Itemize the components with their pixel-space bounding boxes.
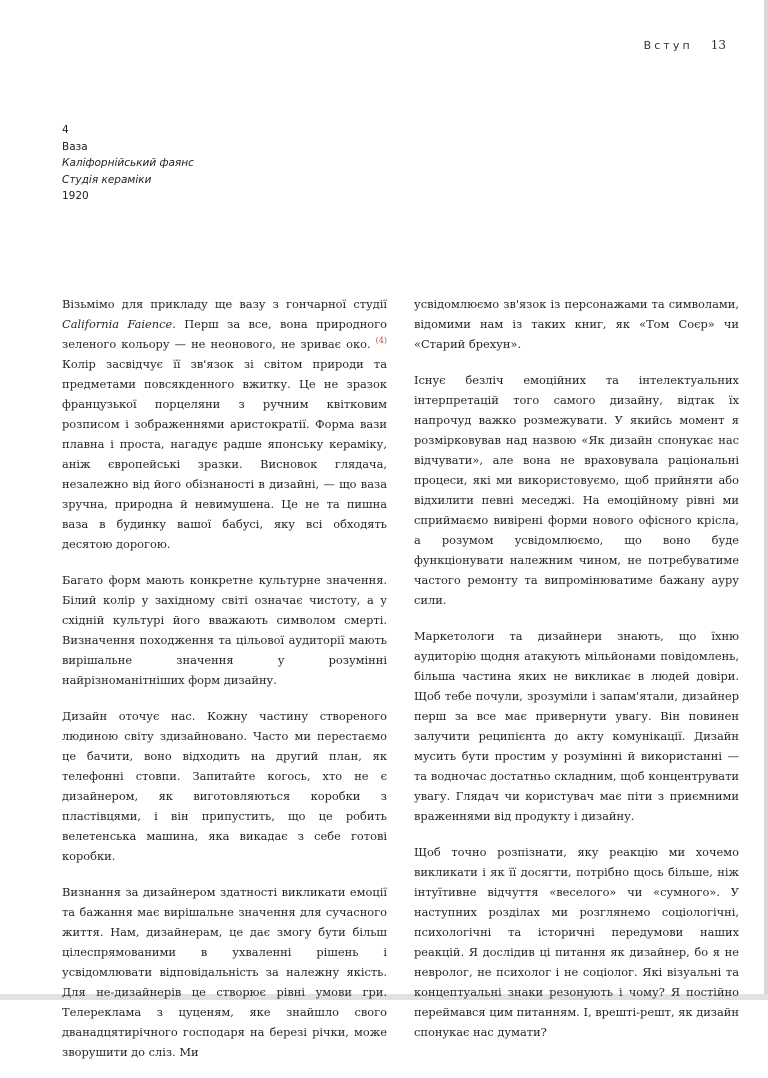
caption-object: Ваза bbox=[62, 140, 88, 153]
text-column-left bbox=[62, 294, 387, 1078]
running-header bbox=[644, 38, 726, 52]
paragraph: Багато форм мають конкретне культурне значення. Білий колір у західному світі означає чистоту, а у східній культурі його вважають символом смерті. Визначення походження та цільової аудиторії мають вирішальне значення у розумінні найрізноманітніших форм дизайну. bbox=[62, 573, 387, 687]
caption-year: 1920 bbox=[62, 190, 89, 202]
brand-name: California Faience bbox=[62, 317, 173, 331]
paragraph: Маркетологи та дизайнери знають, що їхню аудиторію щодня атакують мільйонами повідомлень, більша частина яких не викликає в людей довіри. Щоб тебе почули, зрозуміли і запам'ятали, дизайнер перш за все має привернути увагу. Він повинен залучити реципієнта до акту комунікації. Дизайн мусить бути простим у розумінні й використанні — та водночас достатньо складним, щоб концентрувати увагу. Глядач чи користувач має піти з приємними враженнями від продукту і дизайну. bbox=[414, 629, 739, 823]
figure-caption bbox=[62, 122, 194, 205]
caption-number: 4 bbox=[62, 124, 69, 136]
footnote-marker[interactable]: (4) bbox=[375, 336, 387, 346]
paragraph-text: Колір засвідчує її зв'язок зі світом природи та предметами повсякденного вжитку. Це не зразок французької порцеляни з ручним квітковим розписом і зображеннями аристократії. Форма вази плавна і проста, нагадує радше японську кераміку, аніж європейські зразки. Висновок глядача, незалежно від його обізнаності в дизайні, — що ваза зручна, природна й невимушена. Це не та пишна ваза в будинку вашої бабусі, яку всі обходять десятою дорогою. bbox=[62, 357, 387, 551]
text-column-right bbox=[414, 294, 739, 1058]
paragraph bbox=[62, 294, 387, 554]
section-title: Вступ bbox=[643, 39, 693, 52]
page-number: 13 bbox=[710, 38, 726, 52]
caption-name: Каліфорнійський фаянс bbox=[62, 157, 194, 169]
paragraph: Дизайн оточує нас. Кожну частину створеного людиною світу здизайновано. Часто ми перестаємо це бачити, воно відходить на другий план, як телефонні стовпи. Запитайте когось, хто не є дизайнером, як виготовляються коробки з пластівцями, і він припустить, що це робить велетенська машина, яка викадає з себе готові коробки. bbox=[62, 709, 387, 863]
paragraph: Визнання за дизайнером здатності викликати емоції та бажання має вирішальне значення для сучасного життя. Нам, дизайнерам, це дає змогу бути більш цілеспрямованими в ухваленні рішень і усвідомлювати відповідальність за належну якість. Для не-дизайнерів це створює рівні умови гри. Телереклама з цуценям, яке знайшло свого дванадцятирічного господаря на березі річки, може зворушити до сліз. Ми bbox=[62, 885, 387, 1059]
paragraph: Щоб точно розпізнати, яку реакцію ми хочемо викликати і як її досягти, потрібно щось більше, ніж інтуїтивне відчуття «веселого» чи «сумного». У наступних розділах ми розглянемо соціологічні, психологічні та історичні передумови наших реакцій. Я дослідив ці питання як дизайнер, бо я не невролог, не психолог і не соціолог. Які візуальні та концептуальні знаки резонують і чому? Я постійно переймався цим питанням. І, врешті-решт, як дизайн спонукає нас думати? bbox=[414, 845, 739, 1039]
caption-maker: Студія кераміки bbox=[62, 173, 152, 186]
paragraph-text: Візьмімо для прикладу ще вазу з гончарної студії bbox=[62, 297, 387, 311]
paragraph: усвідомлюємо зв'язок із персонажами та символами, відомими нам із таких книг, як «Том Соєр» чи «Старий брехун». bbox=[414, 297, 739, 351]
paragraph-text: . Перш за все, вона природного зеленого кольору — не неонового, не зриває око. bbox=[62, 317, 387, 351]
paragraph: Існує безліч емоційних та інтелектуальних інтерпретацій того самого дизайну, відтак їх напрочуд важко розмежувати. У якийсь момент я розмірковував над назвою «Як дизайн спонукає нас відчувати», але вона не враховувала раціональні процеси, які ми використовуємо, щоб прийняти або відхилити певні меседжі. На емоційному рівні ми сприймаємо вивірені форми нового офісного крісла, а розумом усвідомлюємо, що воно буде функціонувати належним чином, не потребуватиме частого ремонту та випромінюватиме бажану ауру сили. bbox=[414, 373, 739, 607]
page-edge-shadow bbox=[764, 0, 768, 1000]
